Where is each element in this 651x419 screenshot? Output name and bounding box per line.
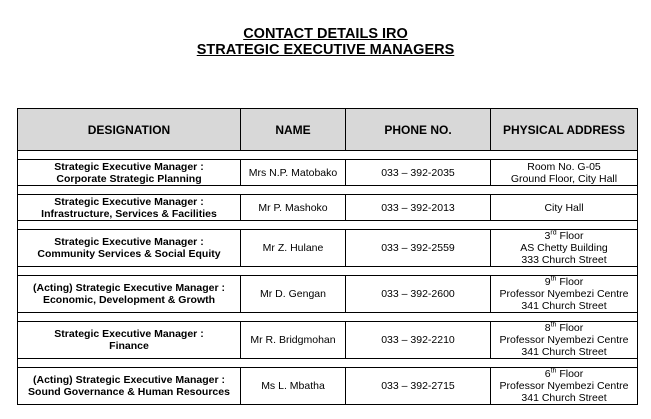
header-row (18, 109, 638, 151)
address-cell: 8th Floor Professor Nyembezi Centre 341 Church Street (491, 322, 638, 359)
designation-cell: (Acting) Strategic Executive Manager : Economic, Development & Growth (18, 276, 241, 313)
spacer-row (18, 186, 638, 195)
table-row (18, 368, 638, 405)
table-row (18, 195, 638, 221)
phone-cell: 033 – 392-2559 (346, 230, 491, 267)
name-cell: Mr Z. Hulane (241, 230, 346, 267)
header-name: NAME (241, 109, 346, 151)
designation-cell: Strategic Executive Manager : Infrastructure, Services & Facilities (18, 195, 241, 221)
address-cell: 6th Floor Professor Nyembezi Centre 341 Church Street (491, 368, 638, 405)
phone-cell: 033 – 392-2715 (346, 368, 491, 405)
table-row (18, 230, 638, 267)
phone-cell: 033 – 392-2600 (346, 276, 491, 313)
designation-cell: Strategic Executive Manager : Corporate Strategic Planning (18, 160, 241, 186)
spacer-row (18, 221, 638, 230)
header-designation: DESIGNATION (18, 109, 241, 151)
page-title (0, 26, 651, 58)
title-line-2: STRATEGIC EXECUTIVE MANAGERS (196, 42, 455, 58)
table-row (18, 322, 638, 359)
phone-cell: 033 – 392-2210 (346, 322, 491, 359)
table-row (18, 276, 638, 313)
designation-cell: (Acting) Strategic Executive Manager : Sound Governance & Human Resources (18, 368, 241, 405)
address-cell: 9th Floor Professor Nyembezi Centre 341 Church Street (491, 276, 638, 313)
designation-cell: Strategic Executive Manager : Finance (18, 322, 241, 359)
table-row (18, 160, 638, 186)
designation-cell: Strategic Executive Manager : Community Services & Social Equity (18, 230, 241, 267)
name-cell: Mr R. Bridgmohan (241, 322, 346, 359)
spacer-row (18, 359, 638, 368)
contacts-table (17, 108, 638, 405)
phone-cell: 033 – 392-2035 (346, 160, 491, 186)
phone-cell: 033 – 392-2013 (346, 195, 491, 221)
name-cell: Mrs N.P. Matobako (241, 160, 346, 186)
title-line-1: CONTACT DETAILS IRO (243, 26, 408, 42)
spacer-row (18, 313, 638, 322)
address-cell: Room No. G-05 Ground Floor, City Hall (491, 160, 638, 186)
address-cell: 3rd Floor AS Chetty Building 333 Church Street (491, 230, 638, 267)
header-phone: PHONE NO. (346, 109, 491, 151)
name-cell: Mr D. Gengan (241, 276, 346, 313)
spacer-row (18, 267, 638, 276)
name-cell: Mr P. Mashoko (241, 195, 346, 221)
spacer-row (18, 151, 638, 160)
name-cell: Ms L. Mbatha (241, 368, 346, 405)
header-address: PHYSICAL ADDRESS (491, 109, 638, 151)
address-cell: City Hall (491, 195, 638, 221)
